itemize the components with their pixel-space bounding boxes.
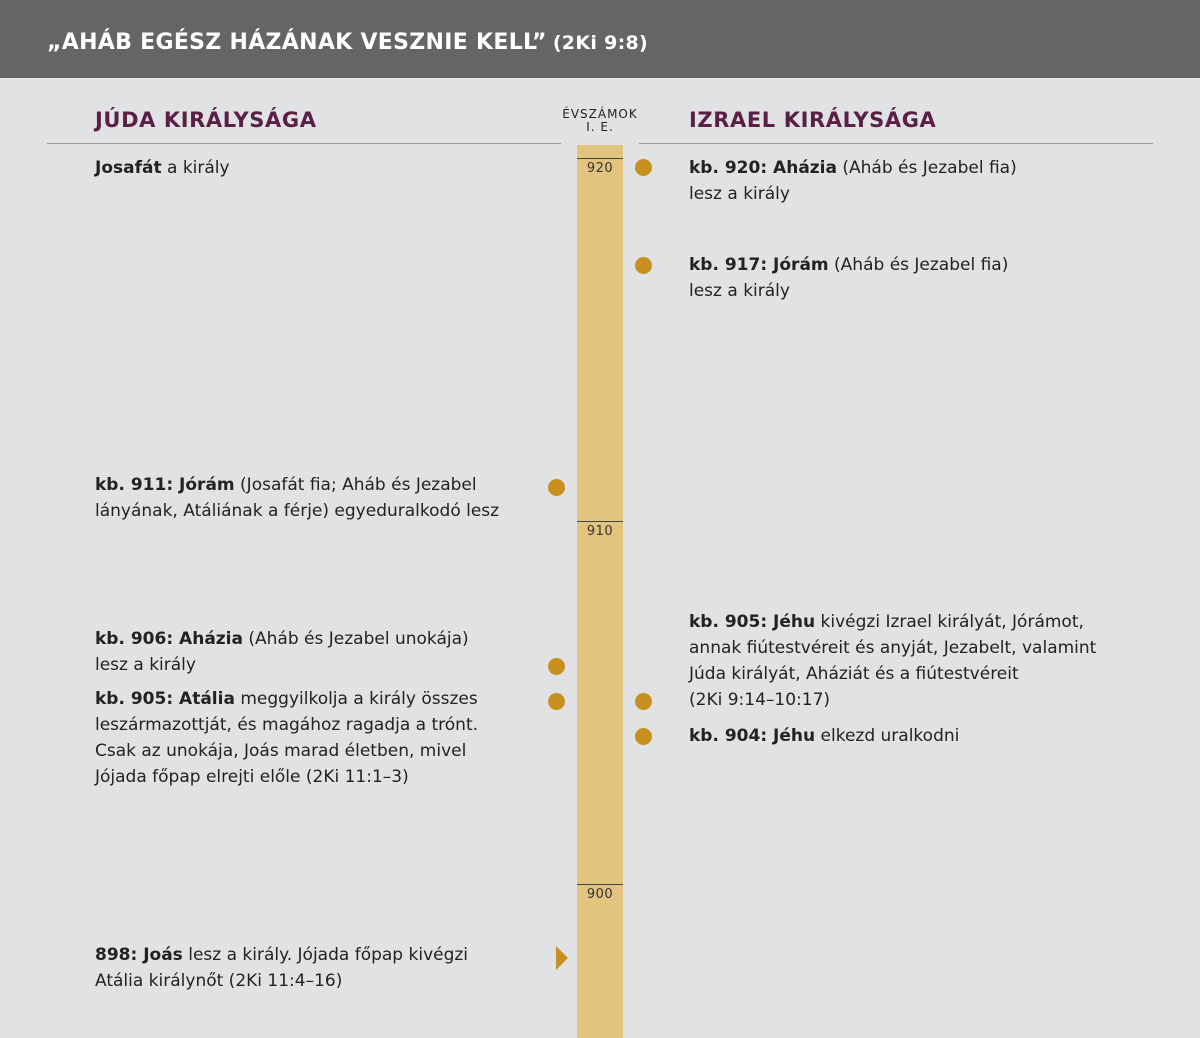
timeline-bar bbox=[577, 145, 623, 1038]
dot-icon bbox=[548, 479, 565, 496]
tick-label-910: 910 bbox=[586, 524, 614, 539]
judah-header-rule bbox=[47, 143, 561, 144]
triangle-right-icon bbox=[556, 946, 568, 970]
dot-icon bbox=[635, 728, 652, 745]
header-bar bbox=[0, 0, 1200, 78]
title-reference: (2Ki 9:8) bbox=[552, 32, 649, 54]
judah-event: kb. 911: Jórám (Josafát fia; Aháb és Jezabel lányának, Atáliának a férje) egyeduralkodó lesz bbox=[95, 475, 500, 521]
tick-920 bbox=[577, 158, 623, 159]
judah-column-title: JÚDA KIRÁLYSÁGA bbox=[95, 108, 317, 132]
page-title: „AHÁB EGÉSZ HÁZÁNAK VESZNIE KELL” (2Ki 9:8) bbox=[47, 30, 649, 55]
dot-icon bbox=[635, 257, 652, 274]
tick-label-900: 900 bbox=[586, 887, 614, 902]
israel-event: kb. 905: Jéhu kivégzi Izrael királyát, Jórámot, annak fiútestvéreit és anyját, Jezabelt, valamint Júda királyát, Aháziát és a fiútestvéreit (2Ki 9:14–10:17) bbox=[689, 612, 1097, 710]
tick-900 bbox=[577, 884, 623, 885]
dot-icon bbox=[548, 693, 565, 710]
judah-event: kb. 906: Aházia (Aháb és Jezabel unokája) lesz a király bbox=[95, 629, 469, 675]
tick-910 bbox=[577, 521, 623, 522]
israel-event: kb. 920: Aházia (Aháb és Jezabel fia) lesz a király bbox=[689, 158, 1017, 204]
years-column-title: ÉVSZÁMOK I. E. bbox=[562, 107, 638, 134]
dot-icon bbox=[635, 693, 652, 710]
dot-icon bbox=[548, 658, 565, 675]
tick-label-920: 920 bbox=[586, 161, 614, 176]
judah-event: Josafát a király bbox=[95, 158, 230, 178]
judah-event: 898: Joás lesz a király. Jójada főpap kivégzi Atália királynőt (2Ki 11:4–16) bbox=[95, 945, 469, 991]
israel-column-title: IZRAEL KIRÁLYSÁGA bbox=[689, 108, 937, 132]
israel-header-rule bbox=[639, 143, 1153, 144]
judah-event: kb. 905: Atália meggyilkolja a király összes leszármazottját, és magához ragadja a trónt. Csak az unokája, Joás marad életben, mivel Jójada főpap elrejti előle (2Ki 11:1–3) bbox=[95, 689, 479, 787]
israel-event: kb. 917: Jórám (Aháb és Jezabel fia) lesz a király bbox=[689, 255, 1009, 301]
israel-event: kb. 904: Jéhu elkezd uralkodni bbox=[689, 726, 960, 746]
dot-icon bbox=[635, 159, 652, 176]
